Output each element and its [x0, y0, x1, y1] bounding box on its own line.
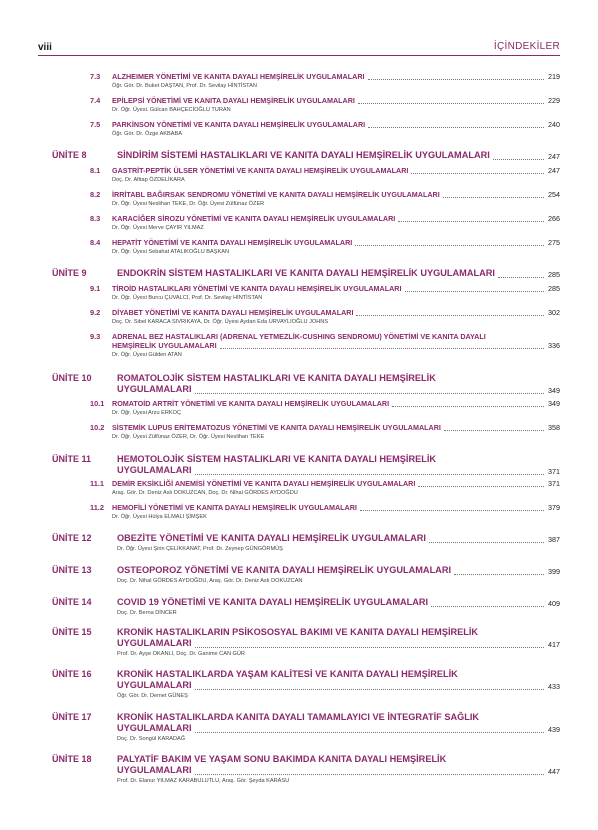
dot-leader — [356, 315, 544, 316]
entry-authors: Dr. Öğr. Üyesi Gülden ATAN — [112, 352, 182, 358]
entry-title: PALYATİF BAKIM VE YAŞAM SONU BAKIMDA KANITA DAYALI HEMŞİRELİK — [117, 754, 447, 764]
entry-authors: Doç. Dr. Afitap ÖZDELİKARA — [112, 177, 185, 183]
dot-leader — [360, 510, 544, 511]
page-number: 447 — [548, 767, 560, 776]
entry-authors: Dr. Öğr. Üyesi. Gülcan BAHÇECİOĞLU TURAN — [112, 107, 231, 113]
entry-number: 9.2 — [90, 308, 101, 317]
page-number: 439 — [548, 725, 560, 734]
entry-authors: Doç. Dr. Songül KARADAĞ — [117, 736, 186, 742]
dot-leader — [444, 430, 544, 431]
page-number: 285 — [548, 270, 560, 279]
entry-number: 7.5 — [90, 120, 101, 129]
dot-leader — [195, 474, 544, 475]
page-number-roman: viii — [38, 42, 52, 53]
entry-title: TİROİD HASTALIKLARI YÖNETİMİ VE KANITA DAYALI HEMŞİRELİK UYGULAMALARI — [112, 284, 402, 293]
page-number: 399 — [548, 567, 560, 576]
running-header: İÇİNDEKİLER — [493, 41, 560, 52]
entry-authors: Dr. Öğr. Üyesi Neslihan TEKE, Dr. Öğr. Üyesi Zülfünaz ÖZER — [112, 201, 265, 207]
entry-number: 10.2 — [90, 423, 105, 432]
entry-number: 10.1 — [90, 399, 105, 408]
dot-leader — [392, 406, 544, 407]
entry-title: ROMATOLOJİK SİSTEM HASTALIKLARI VE KANITA DAYALI HEMŞİRELİK — [117, 373, 436, 383]
entry-title: PARKİNSON YÖNETİMİ VE KANITA DAYALI HEMŞİRELİK UYGULAMALARI — [112, 120, 366, 129]
dot-leader — [195, 774, 544, 775]
page-number: 240 — [548, 120, 560, 129]
page-number: 285 — [548, 284, 560, 293]
entry-authors: Öğr. Gör. Dr. Özge AKBABA — [112, 131, 182, 137]
dot-leader — [398, 221, 544, 222]
entry-title-continued: UYGULAMALARI — [117, 638, 192, 648]
dot-leader — [355, 245, 544, 246]
entry-number: ÜNİTE 10 — [52, 373, 92, 383]
dot-leader — [220, 348, 544, 349]
dot-leader — [411, 173, 544, 174]
entry-title: İRRİTABL BAĞIRSAK SENDROMU YÖNETİMİ VE KANITA DAYALI HEMŞİRELİK UYGULAMALARI — [112, 190, 440, 199]
entry-title: ROMATOİD ARTRİT YÖNETİMİ VE KANITA DAYALI HEMŞİRELİK UYGULAMALARI — [112, 399, 390, 408]
entry-authors: Doç. Dr. Sibel KARACA SIVRIKAYA, Dr. Öğr. Üyesi Aydan Eda URVAYLIOĞLU JOHNS — [112, 319, 329, 325]
entry-title-continued: UYGULAMALARI — [117, 765, 192, 775]
entry-authors: Dr. Öğr. Üyesi Şirin ÇELİKKANAT, Prof. Dr. Zeynep GÜNGÖRMÜŞ — [117, 546, 283, 552]
entry-title: HEMOFİLİ YÖNETİMİ VE KANITA DAYALI HEMŞİRELİK UYGULAMALARI — [112, 503, 357, 512]
entry-number: 8.4 — [90, 238, 101, 247]
entry-number: ÜNİTE 12 — [52, 533, 92, 543]
entry-number: 7.4 — [90, 96, 101, 105]
entry-title: ALZHEIMER YÖNETİMİ VE KANITA DAYALI HEMŞİRELİK UYGULAMALARI — [112, 72, 365, 81]
entry-title-continued: UYGULAMALARI — [117, 465, 192, 475]
entry-number: 8.2 — [90, 190, 101, 199]
entry-number: 11.1 — [90, 479, 104, 488]
page-number: 409 — [548, 599, 560, 608]
page-number: 358 — [548, 423, 560, 432]
entry-title: KRONİK HASTALIKLARDA KANITA DAYALI TAMAMLAYICI VE İNTEGRATİF SAĞLIK — [117, 712, 480, 722]
page-number: 247 — [548, 152, 560, 161]
dot-leader — [493, 159, 544, 160]
entry-number: ÜNİTE 17 — [52, 712, 92, 722]
dot-leader — [368, 127, 544, 128]
page-number: 387 — [548, 535, 560, 544]
entry-number: 11.2 — [90, 503, 104, 512]
entry-title: COVID 19 YÖNETİMİ VE KANITA DAYALI HEMŞİRELİK UYGULAMALARI — [117, 597, 429, 607]
entry-title: SİNDİRİM SİSTEMİ HASTALIKLARI VE KANITA DAYALI HEMŞİRELİK UYGULAMALARI — [117, 150, 490, 160]
page-number: 379 — [548, 503, 560, 512]
dot-leader — [418, 486, 544, 487]
entry-authors: Doç. Dr. Berna DİNCER — [117, 610, 177, 616]
page-number: 275 — [548, 238, 560, 247]
entry-authors: Dr. Öğr. Üyesi Burcu ÇUVALCI, Prof. Dr. Sevilay HİNTİSTAN — [112, 295, 263, 301]
dot-leader — [358, 103, 544, 104]
page-number: 371 — [548, 467, 560, 476]
page-number: 229 — [548, 96, 560, 105]
entry-number: ÜNİTE 15 — [52, 627, 92, 637]
entry-title: ADRENAL BEZ HASTALIKLARI (ADRENAL YETMEZLİK-CUSHING SENDROMU) YÖNETİMİ VE KANITA DAYALI — [112, 332, 486, 341]
entry-number: ÜNİTE 16 — [52, 669, 92, 679]
entry-authors: Dr. Öğr. Üyesi Zülfünaz ÖZER, Dr. Öğr. Üyesi Neslihan TEKE — [112, 434, 265, 440]
page-number: 302 — [548, 308, 560, 317]
entry-title-continued: HEMŞİRELİK UYGULAMALARI — [112, 341, 217, 350]
page-number: 336 — [548, 341, 560, 350]
entry-authors: Öğr. Gör. Dr. Buket DAŞTAN, Prof. Dr. Sevilay HİNTİSTAN — [112, 83, 257, 89]
dot-leader — [431, 606, 544, 607]
entry-authors: Doç. Dr. Nihal GÖRDES AYDOĞDU, Araş. Gör. Dr. Deniz Aslı DOKUZCAN — [117, 578, 303, 584]
page-number: 349 — [548, 386, 560, 395]
entry-number: ÜNİTE 18 — [52, 754, 92, 764]
dot-leader — [429, 542, 544, 543]
entry-authors: Dr. Öğr. Üyesi Hülya ELMALI ŞİMŞEK — [112, 514, 207, 520]
entry-number: 7.3 — [90, 72, 101, 81]
entry-title: OBEZİTE YÖNETİMİ VE KANITA DAYALI HEMŞİRELİK UYGULAMALARI — [117, 533, 426, 543]
dot-leader — [443, 197, 544, 198]
page-number: 266 — [548, 214, 560, 223]
entry-authors: Öğr. Gör. Dr. Demet GÜNEŞ — [117, 693, 188, 699]
entry-authors: Prof. Dr. Elanur YILMAZ KARABULUTLU, Araş. Gör. Şeyda KARASU — [117, 778, 290, 784]
entry-title: DEMİR EKSİKLİĞİ ANEMİSİ YÖNETİMİ VE KANITA DAYALI HEMŞİRELİK UYGULAMALARI — [112, 479, 416, 488]
entry-title: HEPATİT YÖNETİMİ VE KANITA DAYALI HEMŞİRELİK UYGULAMALARI — [112, 238, 353, 247]
entry-title: KRONİK HASTALIKLARDA YAŞAM KALİTESİ VE KANITA DAYALI HEMŞİRELİK — [117, 669, 458, 679]
entry-title: KARACİĞER SİROZU YÖNETİMİ VE KANITA DAYALI HEMŞİRELİK UYGULAMALARI — [112, 214, 396, 223]
entry-title: SİSTEMİK LUPUS ERİTEMATOZUS YÖNETİMİ VE KANITA DAYALI HEMŞİRELİK UYGULAMALARI — [112, 423, 441, 432]
dot-leader — [454, 574, 544, 575]
dot-leader — [195, 647, 544, 648]
page-number: 417 — [548, 640, 560, 649]
entry-number: ÜNİTE 11 — [52, 454, 92, 464]
entry-number: ÜNİTE 9 — [52, 268, 87, 278]
dot-leader — [195, 393, 544, 394]
entry-title: HEMOTOLOJİK SİSTEM HASTALIKLARI VE KANITA DAYALI HEMŞİRELİK — [117, 454, 437, 464]
entry-authors: Dr. Öğr. Üyesi Arzu ERKOÇ — [112, 410, 182, 416]
dot-leader — [195, 689, 544, 690]
entry-title-continued: UYGULAMALARI — [117, 680, 192, 690]
entry-number: 9.3 — [90, 332, 101, 341]
entry-authors: Prof. Dr. Ayşe OKANLI, Doç. Dr. Ganime CAN GÜR — [117, 651, 245, 657]
dot-leader — [368, 79, 544, 80]
entry-title: KRONİK HASTALIKLARIN PSİKOSOSYAL BAKIMI VE KANITA DAYALI HEMŞİRELİK — [117, 627, 479, 637]
entry-title: ENDOKRİN SİSTEM HASTALIKLARI VE KANITA DAYALI HEMŞİRELİK UYGULAMALARI — [117, 268, 495, 278]
entry-number: 9.1 — [90, 284, 101, 293]
entry-number: 8.1 — [90, 166, 101, 175]
dot-leader — [195, 732, 544, 733]
dot-leader — [498, 277, 544, 278]
page-number: 433 — [548, 682, 560, 691]
entry-title-continued: UYGULAMALARI — [117, 723, 192, 733]
entry-authors: Dr. Öğr. Üyesi Sebahat ATALIKOĞLU BAŞKAN — [112, 249, 229, 255]
entry-number: 8.3 — [90, 214, 101, 223]
entry-number: ÜNİTE 14 — [52, 597, 92, 607]
page-number: 254 — [548, 190, 560, 199]
entry-title-continued: UYGULAMALARI — [117, 384, 192, 394]
dot-leader — [405, 291, 544, 292]
entry-number: ÜNİTE 8 — [52, 150, 87, 160]
entry-title: DİYABET YÖNETİMİ VE KANITA DAYALI HEMŞİRELİK UYGULAMALARI — [112, 308, 354, 317]
page-number: 349 — [548, 399, 560, 408]
page-number: 247 — [548, 166, 560, 175]
entry-title: EPİLEPSİ YÖNETİMİ VE KANITA DAYALI HEMŞİRELİK UYGULAMALARI — [112, 96, 355, 105]
entry-title: GASTRİT-PEPTİK ÜLSER YÖNETİMİ VE KANITA DAYALI HEMŞİRELİK UYGULAMALARI — [112, 166, 409, 175]
page-number: 219 — [548, 72, 560, 81]
entry-authors: Dr. Öğr. Üyesi Merve ÇAYIR YILMAZ — [112, 225, 204, 231]
entry-title: OSTEOPOROZ YÖNETİMİ VE KANITA DAYALI HEMŞİRELİK UYGULAMALARI — [117, 565, 452, 575]
entry-number: ÜNİTE 13 — [52, 565, 92, 575]
page-number: 371 — [548, 479, 560, 488]
entry-authors: Araş. Gör. Dr. Deniz Aslı DOKUZCAN, Doç. Dr. Nihal GÖRDES AYDOĞDU — [112, 490, 298, 496]
